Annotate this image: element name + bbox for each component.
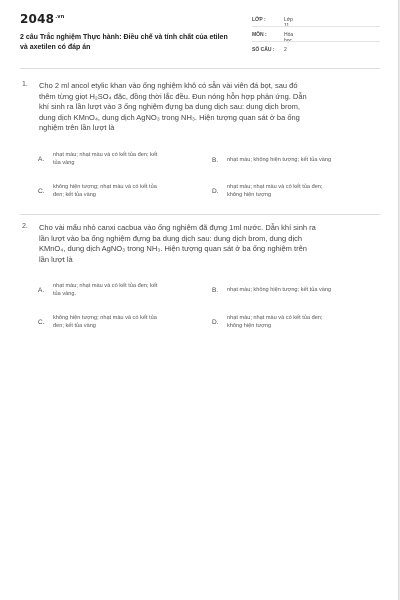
question-line: Cho vài mẩu nhỏ canxi cacbua vào ống nghiệm đã đựng 1ml nước. Dẫn khí sinh ra bbox=[39, 223, 316, 232]
option-letter: A. bbox=[38, 156, 45, 163]
option-text bbox=[53, 184, 203, 199]
option-line: không hiện tượng bbox=[227, 322, 272, 329]
question-line: Cho 2 ml ancol etylic khan vào ống nghiệm khô có sẵn vài viên đá bọt, sau đó bbox=[39, 81, 298, 90]
question-line: KMnO₄, dung dịch AgNO₃ trong NH₃. Hiện tượng quan sát ở ba ống nghiệm trên bbox=[39, 244, 307, 253]
question-line: lần lượt vào ba ống nghiệm đựng ba dung dịch sau: dung dịch brom, dung dịch bbox=[39, 233, 303, 243]
option-line: tủa vàng bbox=[53, 159, 75, 166]
option-letter: D. bbox=[212, 188, 219, 195]
option-line: đen; kết tủa vàng bbox=[53, 191, 96, 198]
option-text bbox=[227, 287, 377, 295]
option-line: nhạt màu; nhạt màu và có kết tủa đen; bbox=[227, 315, 323, 321]
site-logo[interactable] bbox=[20, 12, 65, 26]
option-line: nhạt màu; không hiện tượng; kết tủa vàng bbox=[227, 287, 332, 293]
option-line: tủa vàng. bbox=[53, 290, 77, 297]
question-divider bbox=[20, 214, 380, 215]
document-title: 2 câu Trắc nghiệm Thực hành: Điều chế và tính chất của etilen và axetilen có đáp án bbox=[20, 34, 228, 51]
option-text bbox=[53, 152, 203, 167]
option-text bbox=[227, 315, 377, 330]
question-number: 1. bbox=[22, 81, 28, 88]
meta-divider bbox=[252, 26, 380, 27]
option-line: nhạt màu; nhạt màu và có kết tủa đen; kết bbox=[53, 283, 158, 289]
question-text bbox=[39, 223, 375, 265]
option-line: không hiện tượng; nhạt màu và có kết tủa bbox=[53, 184, 157, 190]
option-line: đen; kết tủa vàng bbox=[53, 322, 96, 329]
meta-count-label: SỐ CÂU : bbox=[252, 47, 275, 53]
option-letter: D. bbox=[212, 319, 219, 326]
option-text bbox=[53, 315, 203, 330]
option-letter: B. bbox=[212, 157, 219, 164]
option-line: nhạt màu; nhạt màu và có kết tủa đen; kết bbox=[53, 152, 158, 158]
option-line: không hiện tượng bbox=[227, 191, 272, 198]
question-line: thêm từng giọt H₂SO₄ đặc, đồng thời lắc đều. Đun nóng hỗn hợp phản ứng. Dẫn bbox=[39, 91, 307, 101]
header-divider bbox=[20, 68, 380, 69]
option-line: không hiện tượng; nhạt màu và có kết tủa bbox=[53, 315, 157, 321]
option-letter: C. bbox=[38, 188, 45, 195]
question-line: lần lượt là bbox=[39, 254, 73, 264]
question-line: nghiệm trên lần lượt là bbox=[39, 123, 115, 132]
option-text bbox=[53, 283, 203, 298]
meta-class-value: Lớp 11 bbox=[284, 17, 293, 29]
meta-divider bbox=[252, 41, 380, 42]
meta-class-label: LỚP : bbox=[252, 17, 266, 23]
option-line: nhạt màu; nhạt màu và có kết tủa đen; bbox=[227, 184, 323, 190]
meta-subject-label: MÔN : bbox=[252, 32, 267, 38]
option-line: nhạt màu; không hiện tượng; kết tủa vàng bbox=[227, 157, 332, 163]
question-line: khí sinh ra lần lượt vào 3 ống nghiệm đựng ba dung dịch sau: dung dịch brom, bbox=[39, 102, 300, 111]
option-letter: A. bbox=[38, 287, 45, 294]
question-line: dung dịch KMnO₄, dung dịch AgNO₃ trong NH₃. Hiện tượng quan sát ở ba ống bbox=[39, 112, 300, 122]
meta-subject-value: Hóa học bbox=[284, 32, 294, 44]
option-letter: C. bbox=[38, 319, 45, 326]
logo-suffix: .vn bbox=[55, 14, 65, 20]
option-text bbox=[227, 157, 377, 165]
question-number: 2. bbox=[22, 223, 28, 230]
question-text bbox=[39, 81, 375, 134]
meta-count-value: 2 bbox=[284, 47, 287, 53]
option-letter: B. bbox=[212, 287, 219, 294]
option-text bbox=[227, 184, 377, 199]
logo-text: 2048 bbox=[20, 12, 55, 26]
